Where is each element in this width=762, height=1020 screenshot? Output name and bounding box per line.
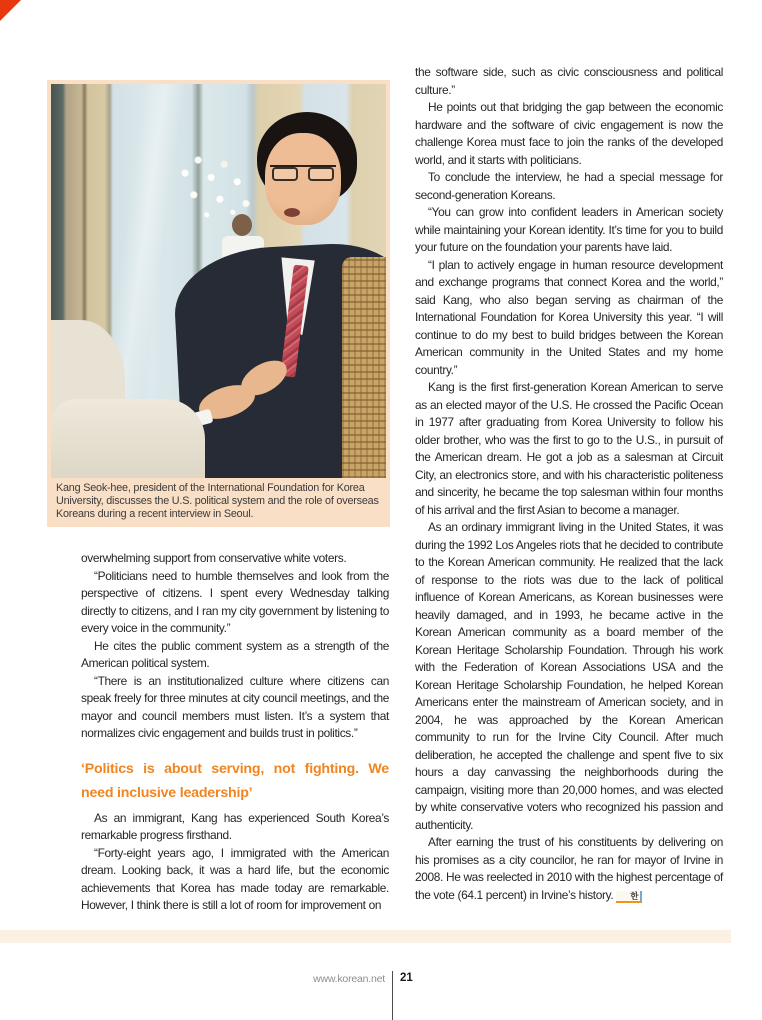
paragraph: After earning the trust of his constituents by delivering on his promises as a city councilor, he ran for mayor of Irvine in 2008. He was reelected in 2010 with the highest percentage of the vote (64.1 percent) in Irvine’s history. 한 — [415, 835, 723, 902]
paragraph: “I plan to actively engage in human resource development and exchange programs that connect Korea and the world,” said Kang, who also began serving as chairman of the International Foundation for Korea University this year. “I will continue to do my best to build bridges between the Korean American community in the United States and my home country.” — [415, 257, 723, 377]
left-column-paragraphs — [81, 550, 389, 743]
right-column — [415, 64, 723, 904]
paragraph: As an immigrant, Kang has experienced South Korea’s remarkable progress firsthand. — [81, 810, 389, 842]
article-end-mark: 한 — [616, 891, 642, 903]
paragraph: To conclude the interview, he had a special message for second-generation Koreans. — [415, 170, 723, 202]
photo-caption: Kang Seok-hee, president of the International Foundation for Korea University, discusses the U.S. political system and the role of overseas Koreans during a recent interview in Seoul. — [51, 478, 386, 527]
section-heading: ‘Politics is about serving, not fighting. We need inclusive leadership’ — [81, 760, 389, 801]
paragraph: “There is an institutionalized culture where citizens can speak freely for three minutes at city council meetings, and the mayor and council members must listen. It’s a system that normalizes civic engagement and builds trust in politics.” — [81, 673, 389, 740]
footer-site-url: www.korean.net — [313, 973, 385, 985]
paragraph: He points out that bridging the gap between the economic hardware and the software of civic engagement is now the challenge Korea must face to join the ranks of the developed world, and it starts with politicians. — [415, 100, 723, 167]
right-column-paragraphs — [415, 64, 723, 904]
interview-photo — [51, 84, 386, 478]
left-column-paragraphs-after — [81, 810, 389, 915]
paragraph: Kang is the first first-generation Korean American to serve as an elected mayor of the U.S. He crossed the Pacific Ocean in 1977 after graduating from Korea University to follow his older brother, who was the first to go to the U.S., in pursuit of the American dream. He got a job as a salesman at Circuit City, an electronics store, and with his characteristic politeness and sincerity, he became the top salesman within four months of his arrival and the first Asian to become a manager. — [415, 380, 723, 517]
paragraph: “Politicians need to humble themselves and look from the perspective of citizens. I spent every Wednesday talking directly to citizens, and I ran my city government by listening to every voice in the community.” — [81, 568, 389, 635]
photo-block — [47, 80, 390, 527]
bottom-accent-bar — [0, 930, 731, 943]
paragraph: As an ordinary immigrant living in the United States, it was during the 1992 Los Angeles riots that he decided to contribute to the Korean American community. He realized that the lack of response to the riots was due to the lack of political influence of Korean Americans, as Korean businesses were heavily damaged, and in 1993, he became active in the Korean American community as a board member of the Korean Heritage Scholarship Foundation. Through his work with the Federation of Korean Associations USA and the Korean Heritage Scholarship Foundation, he helped Korean Americans enter the mainstream of American society, and in 2004, he was approached by the Korean American community to run for the Irvine City Council. After much deliberation, he accepted the challenge and spent five to six hours a day canvassing the neighborhoods during the campaign, visiting more than 20,000 homes, and was elected by white conservative voters who recognized his passion and authenticity. — [415, 520, 723, 832]
paragraph: the software side, such as civic consciousness and political culture.” — [415, 65, 723, 97]
paragraph: overwhelming support from conservative white voters. — [81, 551, 347, 565]
page-corner-mark — [0, 0, 21, 21]
sofa-shape — [51, 399, 205, 478]
paragraph: He cites the public comment system as a strength of the American political system. — [81, 638, 389, 670]
rattan-chair — [342, 257, 386, 478]
paragraph: “Forty-eight years ago, I immigrated with the American dream. Looking back, it was a hard life, but the economic achievements that Korea has made today are remarkable. However, I think there is still a lot of room for improvement on — [81, 845, 389, 912]
glasses-shape — [270, 165, 336, 180]
footer-divider — [392, 971, 393, 1020]
footer-page-number: 21 — [400, 972, 413, 984]
paragraph: “You can grow into confident leaders in American society while maintaining your Korean identity. It’s time for you to build your future on the foundation your parents have laid. — [415, 205, 723, 254]
left-column — [81, 550, 389, 915]
mouth-shape — [284, 208, 300, 217]
